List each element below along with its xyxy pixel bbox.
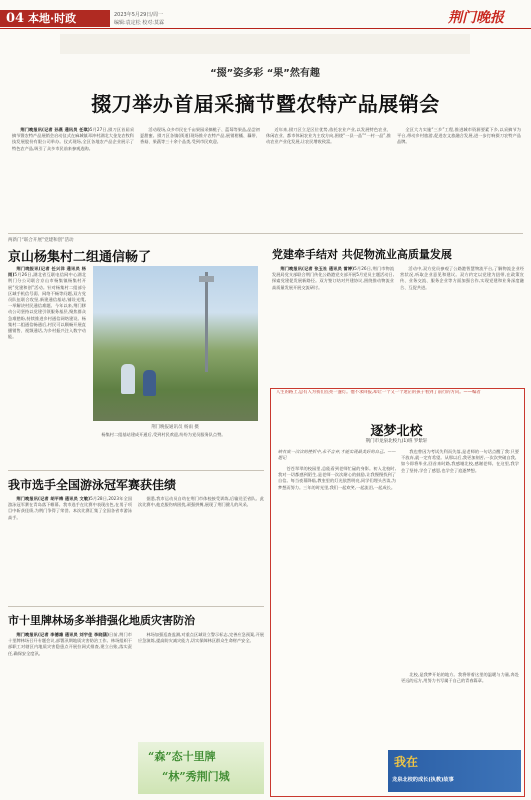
party-headline: 党建牵手结对 共促物流业高质量发展 [272,248,452,261]
forest-ad-line-1: “森”态十里牌 [148,750,216,763]
date-line: 2023年5月29日/周一 [114,12,163,18]
forest-headline: 市十里牌林场多举措强化地质灾害防治 [8,614,195,627]
page-number: 04 [6,11,25,26]
forest-col-1: 荆门晚报讯(记者 李德雄 通讯员 刘宇佳 李晓涵)日前,荆门市十里牌林场召开专题会议,部署汛期地质灾害防治工作。林场组织干部职工对辖区内地质灾害隐患点开展拉网式排查,建立台账,落实责任,确保安全度汛。 [8,632,132,656]
left-divider-2 [8,606,264,607]
lead-headline: 掇刀举办首届采摘节暨农特产品展销会 [91,92,440,116]
essay-col-2: 我也曾因为考试失利而失落,是老师的一句话点醒了我:只要不放弃,就一定有希望。从那以后,我更加刻苦,一次次突破自我。如今即将毕业,回首来时路,我感谢北校,感谢老师。在这里,我学会了坚持,学会了感恩,也学会了追逐梦想。 [401,449,519,473]
party-col-2: 活动中,双方党员参观了公路港智慧物流平台,了解物流企业经营状况,听取企业意见和建议。双方约定以党建为纽带,在政策宣传、业务交流、服务企业等方面加强合作,实现党建和业务深度融合、互促共进。 [400,266,524,290]
left-label: 两新门“联合开展”党建和创”活动 [8,238,74,243]
section-name: 本地·时政 [28,12,77,25]
forest-ad-banner [138,742,264,794]
forest-ad-line-2: “林”秀荆门城 [162,770,230,783]
lead-col-1: 荆门晚报讯(记者 孙燕 通讯员 任琪)5月27日,掇刀区首届采摘节暨农特产品展销会启动仪式在麻城镇邓冲村湖北大金龙农牧科技发展股份有限公司举办。仪式现场,全区各地农产品企业展示了特色农产品,吸引了众多市民前来参观选购。 [12,127,134,151]
essay-intro: 人生的路上,总有人为我们点亮一盏灯。他不求回报,却让一个又一个迷茫的孩子看到了前行的方向。——编者 [276,390,481,395]
lead-col-3: 近年来,掇刀区立足区位优势,依托农业产业,以发展特色农业、休闲农业、都市休闲农业为主攻方向,围绕“一县一品”“一村一品”,推动农业产业化发展,让农民增收致富。 [266,127,391,145]
worker-figure-icon [121,364,135,394]
worker-figure-icon [143,370,156,396]
masthead-rule [0,28,531,29]
essay-quote: 峡有底一次次的挫折中,永不言弃,才能实现最美好的自己。——题记 [278,449,396,461]
lead-kicker: “掇”姿多彩 “果”然有趣 [210,68,320,79]
essay-footer-kicker: 我在 [394,755,419,769]
forest-col-2: 林场加强巡查监测,对重点区域设立警示标志,完善应急预案,开展应急演练,提高防灾减灾能力,切实保障林区群众生命财产安全。 [138,632,264,644]
essay-col-3: 北校,是我梦开始的地方。我将带着这里的温暖与力量,奔赴更远的远方,用努力书写属于自己的青春篇章。 [401,672,519,684]
jingshan-headline: 京山杨集村二组通信畅了 [8,250,152,265]
masthead [0,0,531,30]
lead-photo [60,34,470,54]
lead-col-2: 活动现场,众多市民在千亩果园采摘桃子、蓝莓等果品,品尝初夏甜蜜。掇刀区各镇(街道)现场推介农特产品,展销柑橘、藕带、香菇、果蔬等三十余个品类,受到市民欢迎。 [140,127,260,145]
swim-col-1: 荆门晚报讯(记者 胡平梅 通讯员 文敏)5月28日,2023年全国游泳冠军赛在青岛落下帷幕。我市选手在比赛中表现出色,在男子项目中斩获佳绩,为荆门争得了荣誉。本次比赛汇集了全国各省市游泳高手。 [8,496,132,520]
lead-col-4: 全区大力实施“三乡”工程,推进城市资源要素下乡,以采摘节为平台,带动乡村旅游,促进农文旅融合发展,进一步打响掇刀农特产品品牌。 [397,127,521,145]
essay-footer-text: 龙泉北校的成长(执教)故事 [392,777,454,783]
jingshan-col-2: 杨集村二组基站建成开通后,受到村民欢迎,纷纷为党员服务队点赞。 [101,432,226,437]
jingshan-col-1: 荆门晚报讯(记者 任兴洋 通讯员 杨雨)5月26日,湖北省互联电信网中心湖北荆门分公司联合京山市杨集镇杨集村开展“党建和创”活动。针对杨集村二组部分区域手机信号弱、网络不畅等问题,双方党员队伍联合攻坚,新建通信基站,铺设光缆,一举解决村民通信难题。今年以来,荆门移动公司坚持以党建引领服务基层,聚焦群众急难愁盼,持续推进乡村通信网络建设。杨集村二组通信畅通后,村民可以顺畅开展直播销售、视频通话,为乡村振兴注入数字动能。 [8,266,86,340]
swim-headline: 我市选手全国游泳冠军赛获佳绩 [8,478,177,492]
jingshan-photo [93,266,258,421]
essay-title: 逐梦北校 [370,424,423,439]
jingshan-photo-caption: 荆门晚报通讯员 杨雨 摄 [151,425,199,430]
party-col-1: 荆门晚报讯(记者 张玉社 通讯员 雷婷)5月26日,荆门市物流发展局党支部联合荆门传化公路港党支部开展5月党员主题活动日,探索党建促发展新路径。双方签订结对共建协议,围绕推动物流业高质量发展开展交流研讨。 [272,266,394,290]
left-divider-1 [8,470,264,471]
editors-line: 编辑:袁定松 校对:莫霖 [114,20,164,26]
lead-byline: 荆门晚报讯(记者 孙燕 通讯员 任琪) [20,127,90,132]
essay-author: 荆门市龙泉北校九(1)班 罗紫轩 [365,439,428,444]
telecom-tower-icon [205,272,208,372]
swim-col-2: 据悉,我市运动员自幼在荆门市体校接受训练,后输送至省队。此次比赛中,他克服伤病困扰,顽强拼搏,展现了荆门健儿的风采。 [138,496,264,508]
essay-col-1: 苍苍翠翠的校园里,总能看到老师忙碌的身影。初入北校时,我对一切都感到陌生,是老师一次次耐心的鼓励,让我慢慢找到了自信。每当夜幕降临,教室里的灯光依然明亮,同学们埋头苦读,为梦想而努力。三年的时光里,我们一起欢笑,一起流泪,一起成长。 [278,466,396,490]
tower-antenna-icon [199,276,214,282]
section-divider [8,233,523,234]
brand-logo: 荆门晚报 [448,10,504,26]
